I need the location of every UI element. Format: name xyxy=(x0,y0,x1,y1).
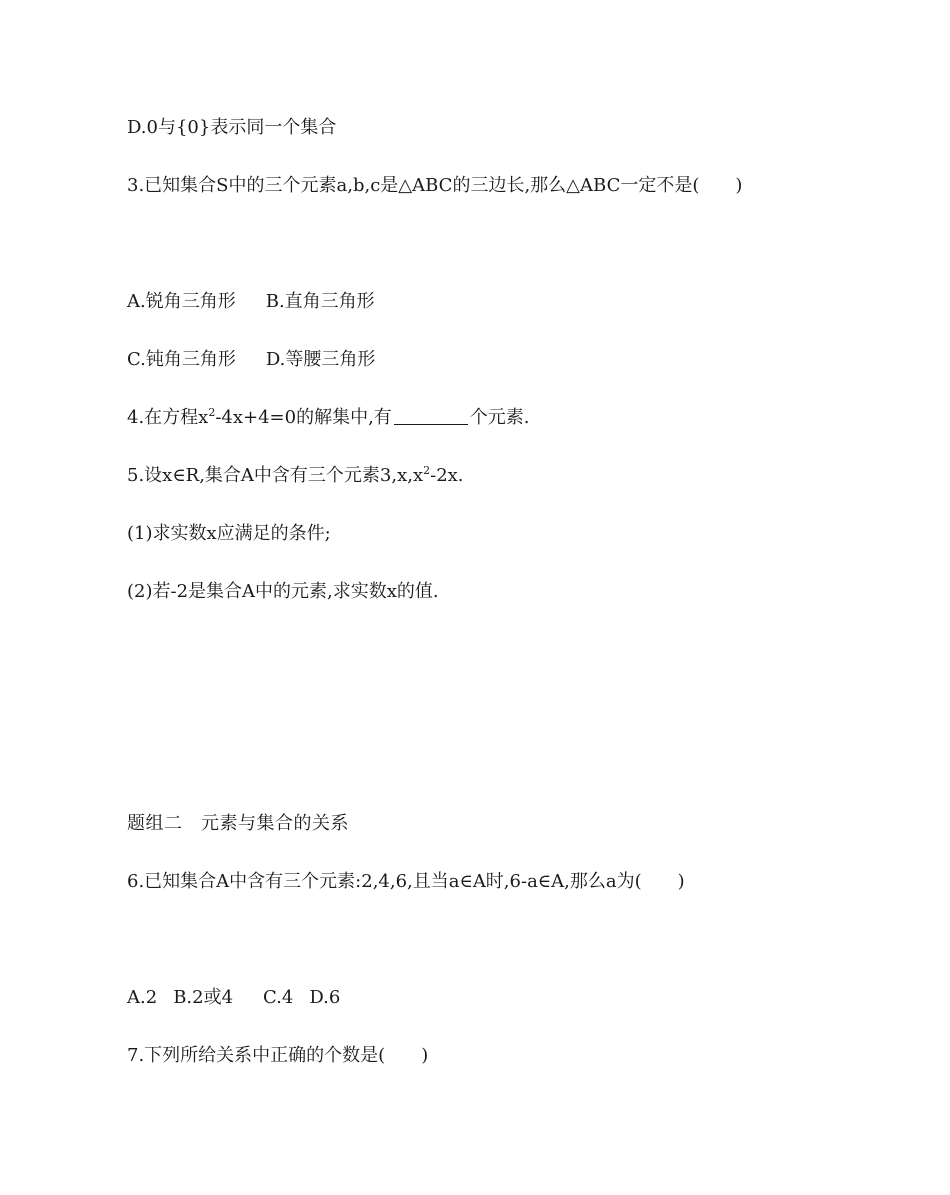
q4-stem: 4.在方程$x^2-4x+4=0$的解集中,有 个元素. xyxy=(127,406,530,428)
q7-stem: 7.下列所给关系中正确的个数是( ) xyxy=(127,1045,429,1066)
answer-blank xyxy=(394,406,468,425)
q5-part-2: (2)若-2是集合A中的元素,求实数x的值. xyxy=(127,581,439,602)
q6-options xyxy=(127,986,340,1010)
q3-options-row-2 xyxy=(127,348,375,372)
q6-option-a: A.2 xyxy=(127,987,158,1008)
q3-stem: 3.已知集合S中的三个元素a,b,c是△ABC的三边长,那么△ABC一定不是( ) xyxy=(127,175,743,196)
q6-option-d: D.6 xyxy=(309,987,341,1008)
section-heading: 题组二 元素与集合的关系 xyxy=(127,813,349,834)
q6-option-b: B.2或4 xyxy=(173,987,234,1008)
q6-stem: 6.已知集合A中含有三个元素:2,4,6,且当a∈A时,6-a∈A,那么a为( ) xyxy=(127,871,685,892)
q3-option-a: A.锐角三角形 xyxy=(127,291,236,312)
q2-option-d: D.0与{0}表示同一个集合 xyxy=(127,117,337,138)
q3-option-b: B.直角三角形 xyxy=(265,291,375,312)
q5-stem: 5.设x∈R,集合A中含有三个元素$3,x,x^2-2x$. xyxy=(127,464,464,486)
q3-option-c: C.钝角三角形 xyxy=(127,349,236,370)
q3-options-row-1 xyxy=(127,290,375,314)
q5-part-1: (1)求实数x应满足的条件; xyxy=(127,523,331,544)
q6-option-c: C.4 xyxy=(263,987,294,1008)
q3-option-d: D.等腰三角形 xyxy=(265,349,376,370)
